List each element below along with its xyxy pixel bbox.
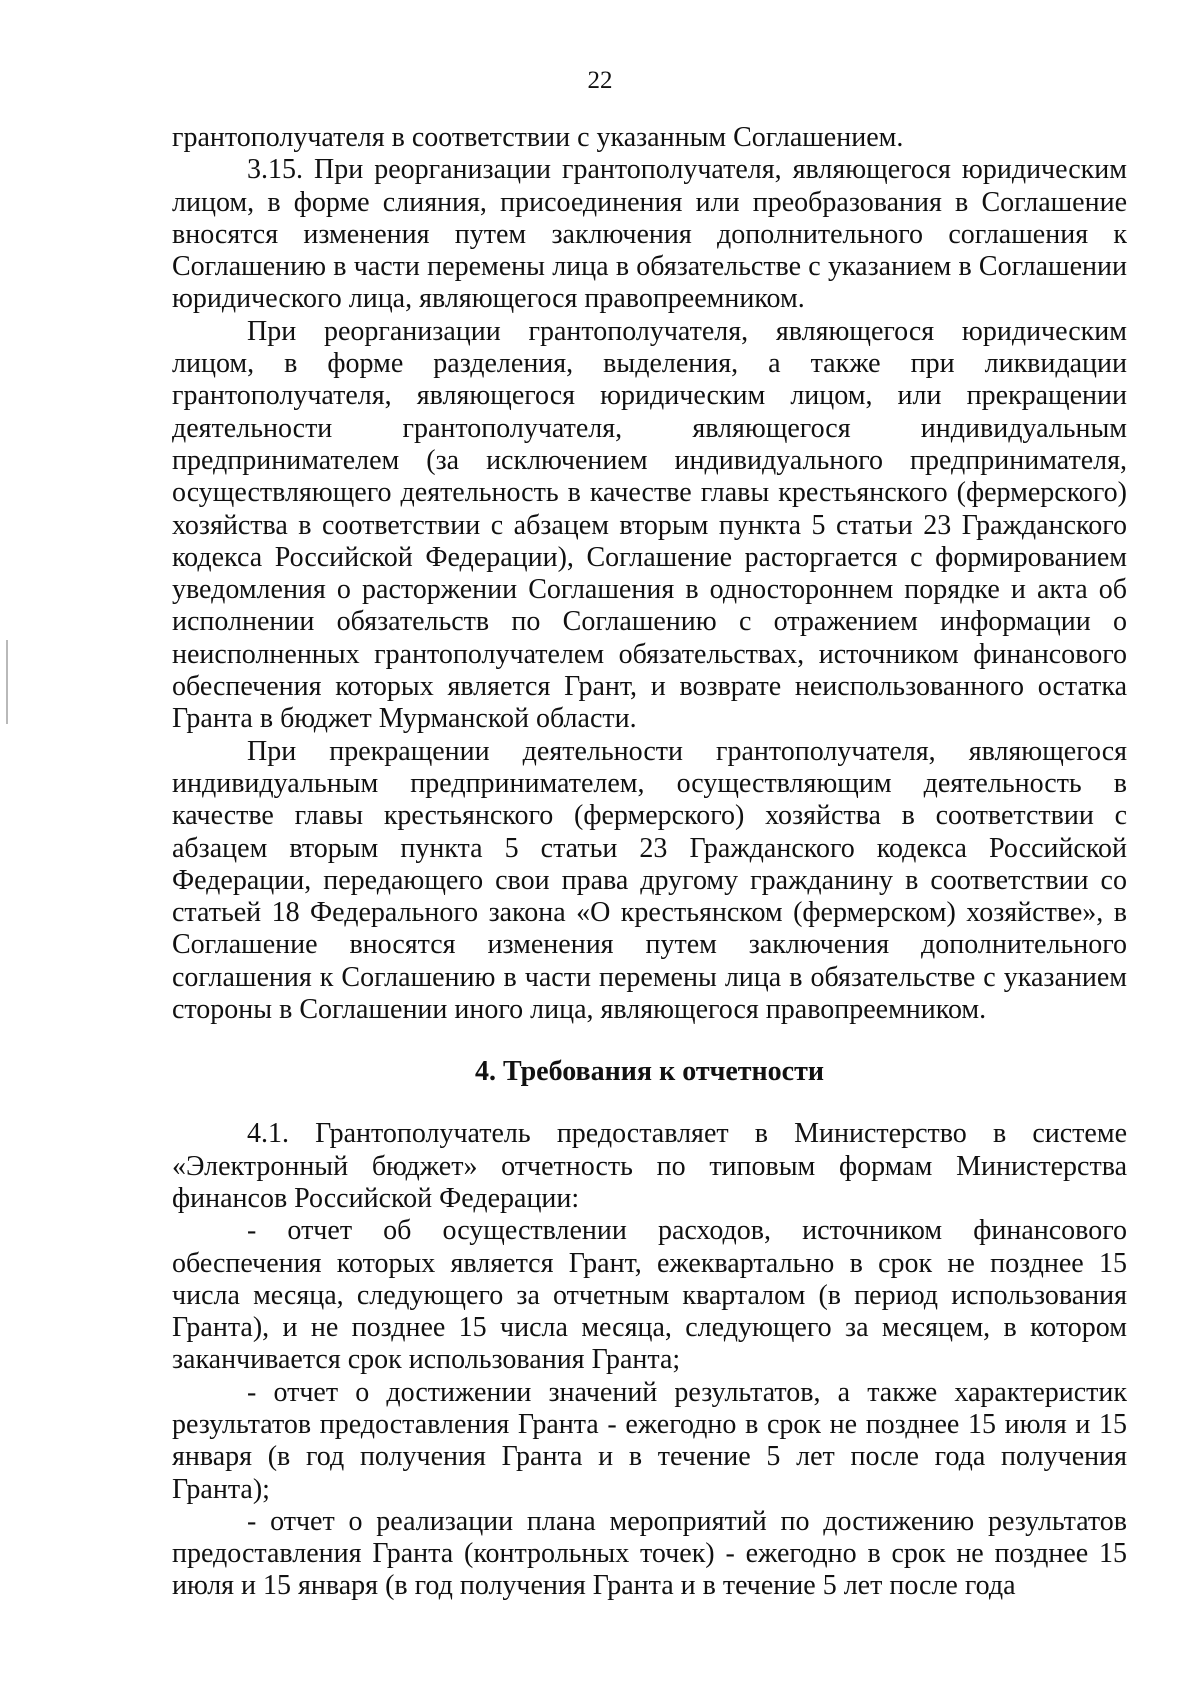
- list-item-expenses-report: - отчет об осуществлении расходов, источником финансового обеспечения которых является Грант, ежеквартально в срок не позднее 15 числа месяца, следующего за отчетным кварталом (в период использования Гранта), и не позднее 15 числа месяца, следующего за месяцем, в котором заканчивается срок использования Гранта;: [172, 1215, 1127, 1376]
- list-item-results-report: - отчет о достижении значений результатов, а также характеристик результатов предоставления Гранта - ежегодно в срок не позднее 15 июля и 15 января (в год получения Гранта и в течение 5 лет после года получения Гранта);: [172, 1376, 1127, 1505]
- document-body: [172, 122, 1127, 1603]
- paragraph-termination: При прекращении деятельности грантополучателя, являющегося индивидуальным предпринимателем, осуществляющим деятельность в качестве главы крестьянского (фермерского) хозяйства в соответствии с абзацем вторым пункта 5 статьи 23 Гражданского кодекса Российской Федерации, передающего свои права другому гражданину в соответствии со статьей 18 Федерального закона «О крестьянском (фермерском) хозяйстве», в Соглашение вносятся изменения путем заключения дополнительного соглашения к Соглашению в части перемены лица в обязательстве с указанием стороны в Соглашении иного лица, являющегося правопреемником.: [172, 735, 1127, 1026]
- paragraph-3-15: 3.15. При реорганизации грантополучателя, являющегося юридическим лицом, в форме слияния, присоединения или преобразования в Соглашение вносятся изменения путем заключения дополнительного соглашения к Соглашению в части перемены лица в обязательстве с указанием в Соглашении юридического лица, являющегося правопреемником.: [172, 154, 1127, 315]
- paragraph-4-1: 4.1. Грантополучатель предоставляет в Министерство в системе «Электронный бюджет» отчетность по типовым формам Министерства финансов Российской Федерации:: [172, 1118, 1127, 1214]
- scan-margin-line: [6, 640, 8, 724]
- list-item-plan-report: - отчет о реализации плана мероприятий по достижению результатов предоставления Гранта (контрольных точек) - ежегодно в срок не позднее 15 июля и 15 января (в год получения Гранта и в течение 5 лет после года: [172, 1505, 1127, 1602]
- paragraph-reorganization: При реорганизации грантополучателя, являющегося юридическим лицом, в форме разделения, выделения, а также при ликвидации грантополучателя, являющегося юридическим лицом, или прекращении деятельности грантополучателя, являющегося индивидуальным предпринимателем (за исключением индивидуального предпринимателя, осуществляющего деятельность в качестве главы крестьянского (фермерского) хозяйства в соответствии с абзацем вторым пункта 5 статьи 23 Гражданского кодекса Российской Федерации), Соглашение расторгается с формированием уведомления о расторжении Соглашения в одностороннем порядке и акта об исполнении обязательств по Соглашению с отражением информации о неисполненных грантополучателем обязательствах, источником финансового обеспечения которых является Грант, и возврате неиспользованного остатка Гранта в бюджет Мурманской области.: [172, 315, 1127, 735]
- paragraph-continuation: грантополучателя в соответствии с указанным Соглашением.: [172, 122, 904, 153]
- section-heading: 4. Требования к отчетности: [474, 1056, 824, 1088]
- page-number: 22: [587, 67, 613, 94]
